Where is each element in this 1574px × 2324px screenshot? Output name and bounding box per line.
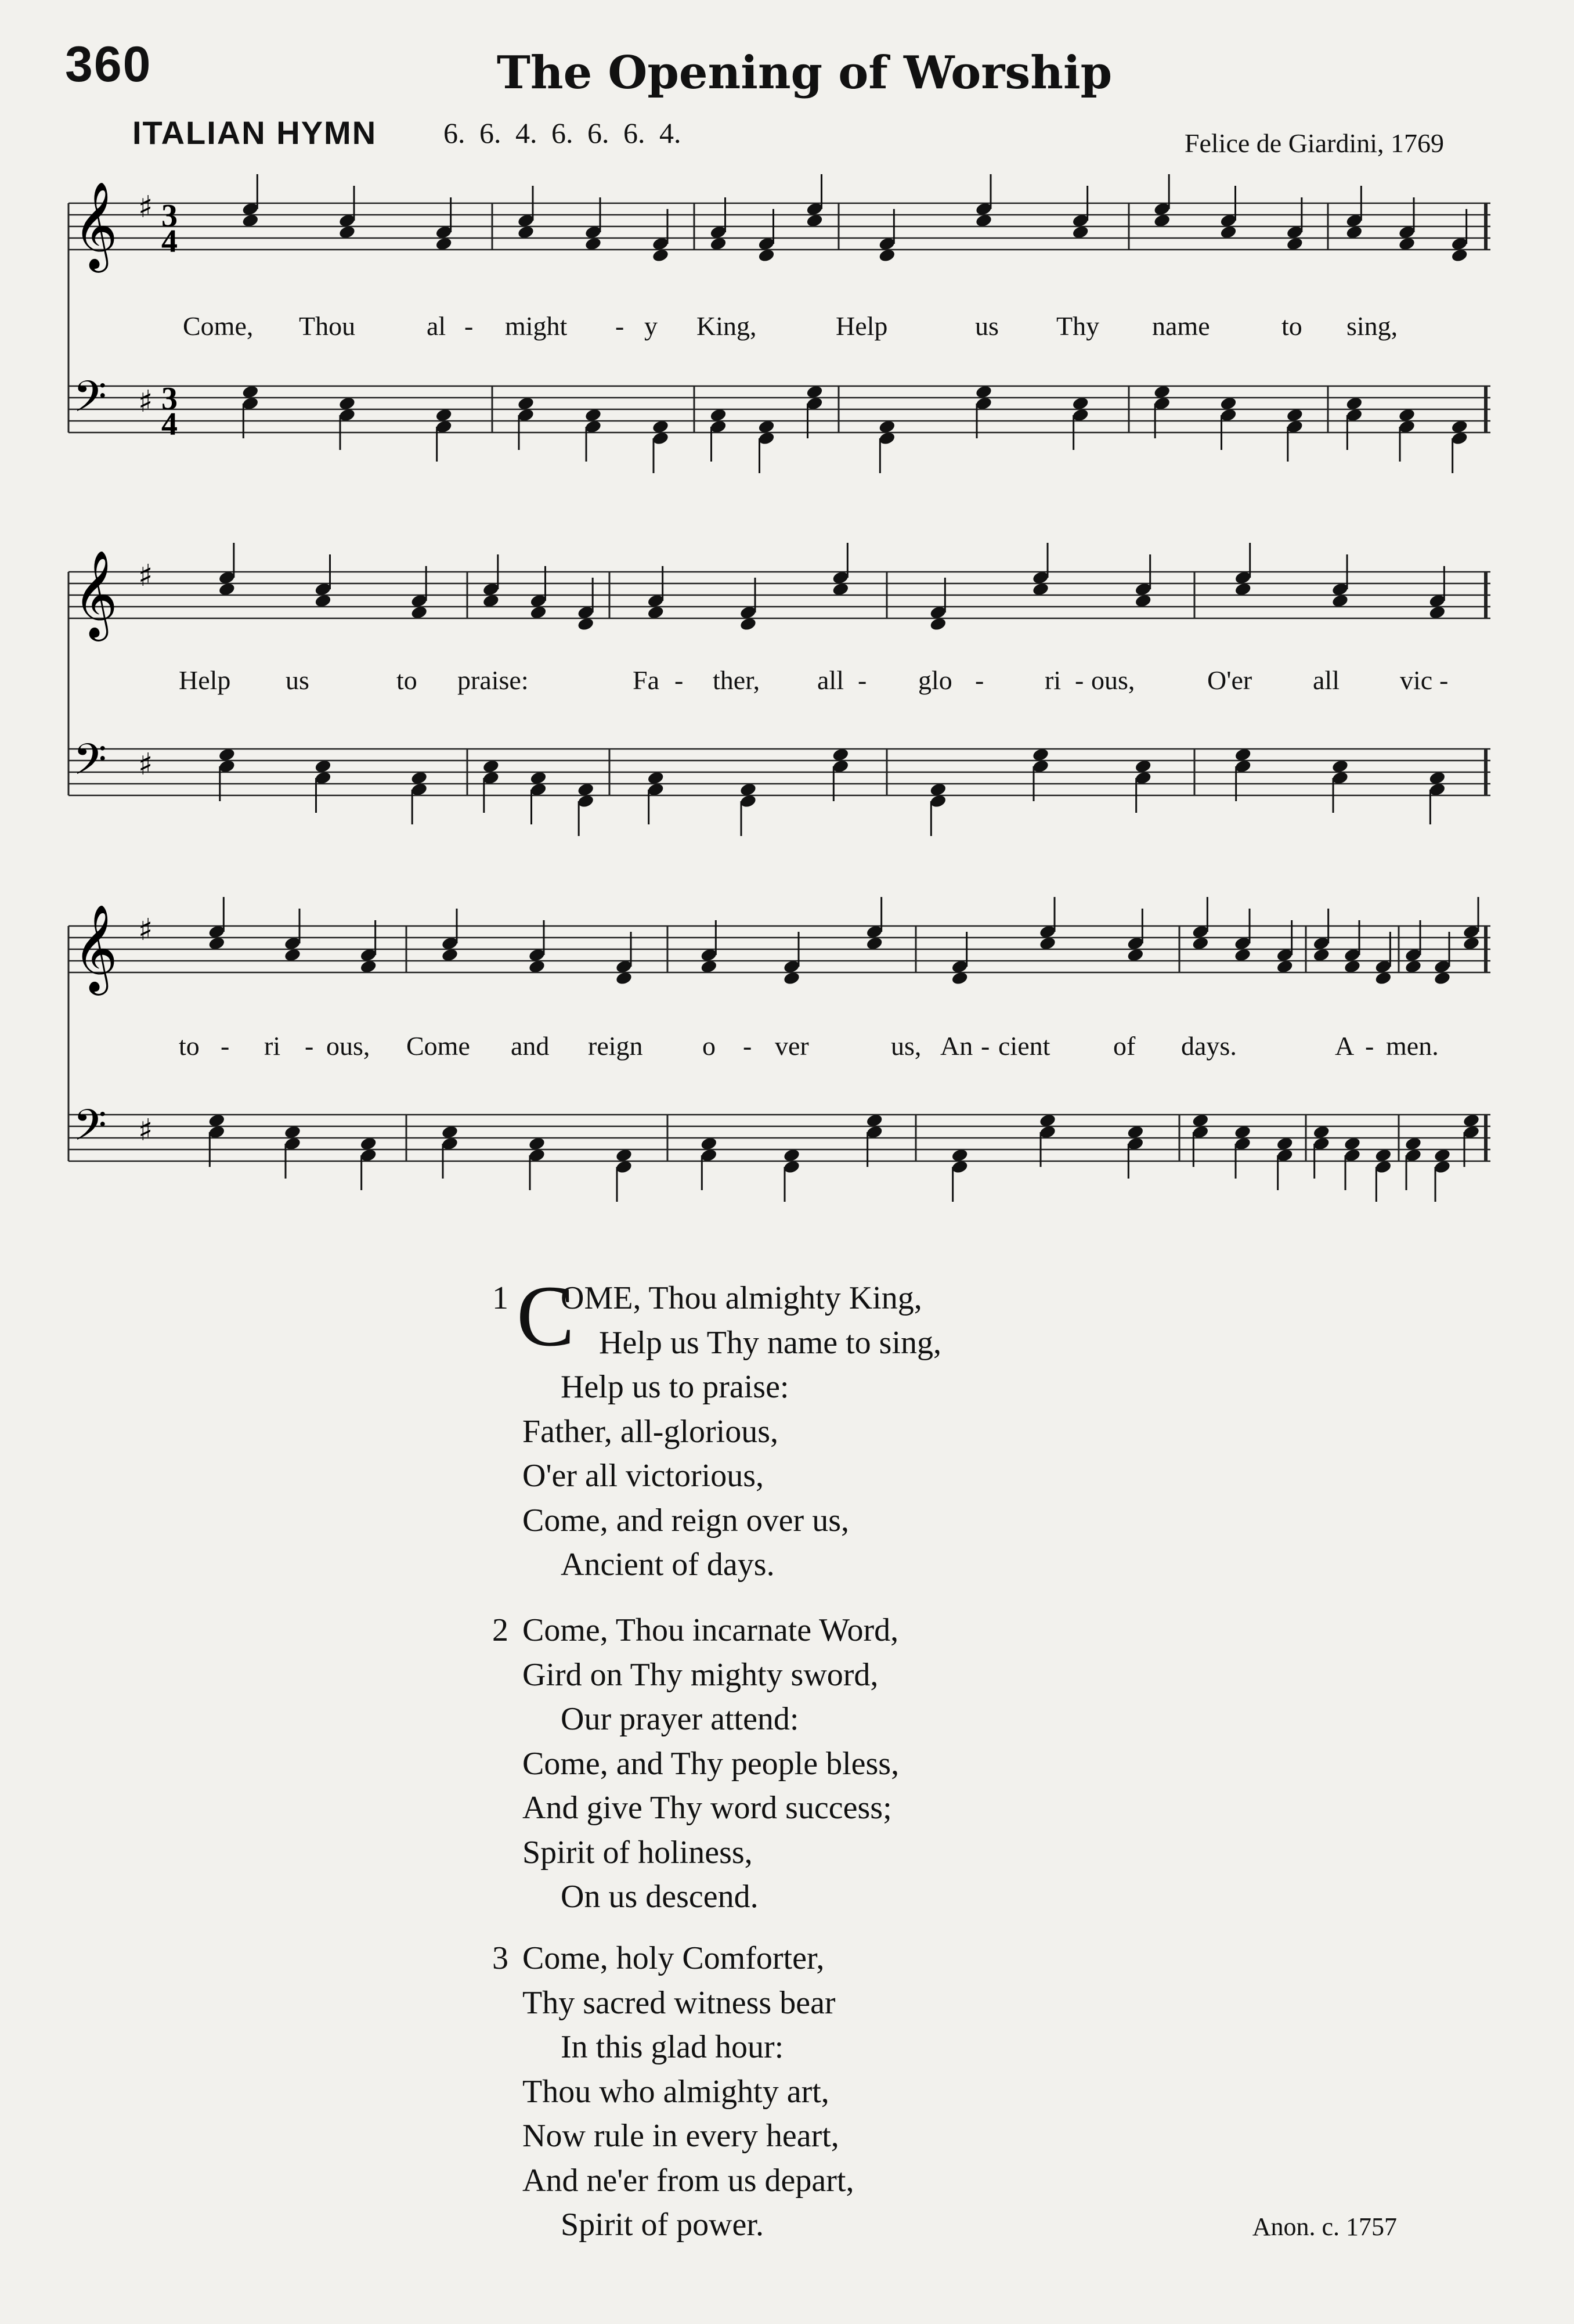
- lyric-syllable: to: [396, 665, 417, 695]
- lyric-syllable: of: [1113, 1031, 1136, 1061]
- verse-line: Come, and reign over us,: [522, 1502, 849, 1538]
- lyric-syllable: ous,: [326, 1031, 370, 1061]
- lyric-syllable: al: [427, 311, 446, 341]
- lyric-syllable: -: [981, 1031, 990, 1061]
- verse-line: Our prayer attend:: [561, 1701, 799, 1737]
- bass-clef-icon: 𝄢: [73, 1100, 107, 1161]
- lyric-syllable: us: [975, 311, 999, 341]
- drop-cap: C: [517, 1268, 575, 1364]
- sharp-icon: ♯: [138, 190, 153, 225]
- verse-number: 2: [492, 1612, 508, 1648]
- lyric-syllable: o: [702, 1031, 716, 1061]
- lyric-syllable: -: [975, 665, 984, 695]
- lyric-syllable: glo: [918, 665, 952, 695]
- lyric-syllable: to: [1281, 311, 1302, 341]
- lyric-syllable: Help: [179, 665, 231, 695]
- lyric-syllable: Thy: [1056, 311, 1100, 341]
- verse-line: Ancient of days.: [561, 1547, 775, 1583]
- lyric-syllable: -: [221, 1031, 230, 1061]
- lyric-syllable: might: [505, 311, 568, 341]
- time-signature-bottom: 4: [161, 406, 178, 442]
- staff-svg: [0, 0, 1574, 511]
- music-system-2: [0, 511, 1574, 865]
- lyric-syllable: y: [644, 311, 658, 341]
- time-signature-top: 3: [161, 198, 178, 234]
- verse-line: And give Thy word success;: [522, 1790, 892, 1826]
- attribution: Anon. c. 1757: [1252, 2213, 1397, 2241]
- lyric-syllable: -: [674, 665, 684, 695]
- lyric-syllable: Come,: [183, 311, 254, 341]
- lyric-syllable: cient: [998, 1031, 1050, 1061]
- lyric-syllable: and: [511, 1031, 550, 1061]
- lyric-syllable: ri: [264, 1031, 281, 1061]
- lyric-syllable: all: [1313, 665, 1340, 695]
- lyric-syllable: Help: [836, 311, 888, 341]
- verse-number: 1: [492, 1280, 508, 1316]
- lyric-syllable: King,: [696, 311, 757, 341]
- lyric-syllable: reign: [588, 1031, 643, 1061]
- verse-line: Gird on Thy mighty sword,: [522, 1656, 879, 1693]
- lyric-syllable: An: [940, 1031, 973, 1061]
- lyric-syllable: -: [305, 1031, 314, 1061]
- treble-clef-icon: 𝄞: [73, 903, 118, 992]
- lyric-syllable: Come: [406, 1031, 470, 1061]
- verse-line: Help us Thy name to sing,: [599, 1324, 942, 1361]
- lyric-syllable: A: [1335, 1031, 1355, 1061]
- lyric-syllable: name: [1152, 311, 1210, 341]
- verse-first-line-rest: OME, Thou almighty King,: [561, 1280, 922, 1316]
- verse-line: Thy sacred witness bear: [522, 1984, 836, 2021]
- lyric-syllable: -: [1075, 665, 1084, 695]
- lyric-syllable: ver: [775, 1031, 809, 1061]
- verse-line: Come, holy Comforter,: [522, 1940, 825, 1976]
- lyric-syllable: ther,: [713, 665, 760, 695]
- music-system-3: [0, 865, 1574, 1248]
- lyric-syllable: -: [743, 1031, 752, 1061]
- music-system-1: [0, 0, 1574, 511]
- time-signature-bottom: 4: [161, 224, 178, 260]
- sharp-icon: ♯: [138, 559, 153, 593]
- lyric-syllable: sing,: [1346, 311, 1398, 341]
- time-signature-top: 3: [161, 381, 178, 417]
- lyric-syllable: all: [817, 665, 844, 695]
- verse-line: In this glad hour:: [561, 2029, 784, 2065]
- lyric-syllable: -: [858, 665, 867, 695]
- bass-staff: [68, 372, 1490, 473]
- lyric-syllable: to: [179, 1031, 200, 1061]
- verse-line: Come, and Thy people bless,: [522, 1745, 900, 1782]
- lyric-syllable: -: [615, 311, 624, 341]
- hymn-number: 360: [65, 37, 152, 92]
- tune-name: ITALIAN HYMN: [132, 114, 377, 151]
- sharp-icon: ♯: [138, 913, 153, 947]
- sharp-icon: ♯: [138, 384, 153, 419]
- verse-2: [492, 1608, 900, 1919]
- verse-line: Now rule in every heart,: [522, 2118, 839, 2154]
- verse-line: Thou who almighty art,: [522, 2073, 829, 2110]
- lyric-syllable: men.: [1386, 1031, 1439, 1061]
- bass-staff: [68, 734, 1490, 836]
- lyric-syllable: ous,: [1091, 665, 1135, 695]
- treble-staff: [68, 897, 1490, 996]
- lyric-syllable: us: [286, 665, 309, 695]
- treble-staff: [68, 174, 1490, 273]
- lyric-syllable: ri: [1045, 665, 1062, 695]
- bass-clef-icon: 𝄢: [73, 372, 107, 433]
- sharp-icon: ♯: [138, 1113, 153, 1148]
- lyric-syllable: -: [1439, 665, 1449, 695]
- verse-line: Come, Thou incarnate Word,: [522, 1612, 899, 1648]
- section-title: The Opening of Worship: [496, 46, 1113, 99]
- verse-line: Spirit of power.: [561, 2207, 764, 2243]
- lyric-syllable: praise:: [457, 665, 529, 695]
- verse-line: Spirit of holiness,: [522, 1834, 753, 1871]
- lyric-syllable: Fa: [633, 665, 659, 695]
- verse-line: On us descend.: [561, 1879, 759, 1915]
- verse-line: Help us to praise:: [561, 1369, 789, 1405]
- verse-line: And ne'er from us depart,: [522, 2162, 854, 2199]
- verse-line: O'er all victorious,: [522, 1458, 764, 1494]
- lyric-syllable: Thou: [299, 311, 356, 341]
- verse-number: 3: [492, 1940, 508, 1976]
- lyric-syllable: -: [464, 311, 474, 341]
- lyric-syllable: O'er: [1207, 665, 1252, 695]
- lyric-syllable: vic: [1400, 665, 1433, 695]
- treble-clef-icon: 𝄞: [73, 181, 118, 269]
- bass-staff: [68, 1100, 1490, 1202]
- verse-1: [492, 1268, 942, 1587]
- bass-clef-icon: 𝄢: [73, 734, 107, 795]
- treble-staff: [68, 543, 1490, 642]
- composer: Felice de Giardini, 1769: [1184, 128, 1444, 158]
- verse-line: Father, all-glorious,: [522, 1413, 778, 1450]
- treble-clef-icon: 𝄞: [73, 549, 118, 637]
- lyric-syllable: -: [1365, 1031, 1374, 1061]
- lyric-syllable: days.: [1181, 1031, 1237, 1061]
- sharp-icon: ♯: [138, 747, 153, 782]
- verse-3: [492, 1936, 854, 2247]
- lyric-syllable: us,: [891, 1031, 922, 1061]
- meter: 6. 6. 4. 6. 6. 6. 4.: [443, 117, 681, 149]
